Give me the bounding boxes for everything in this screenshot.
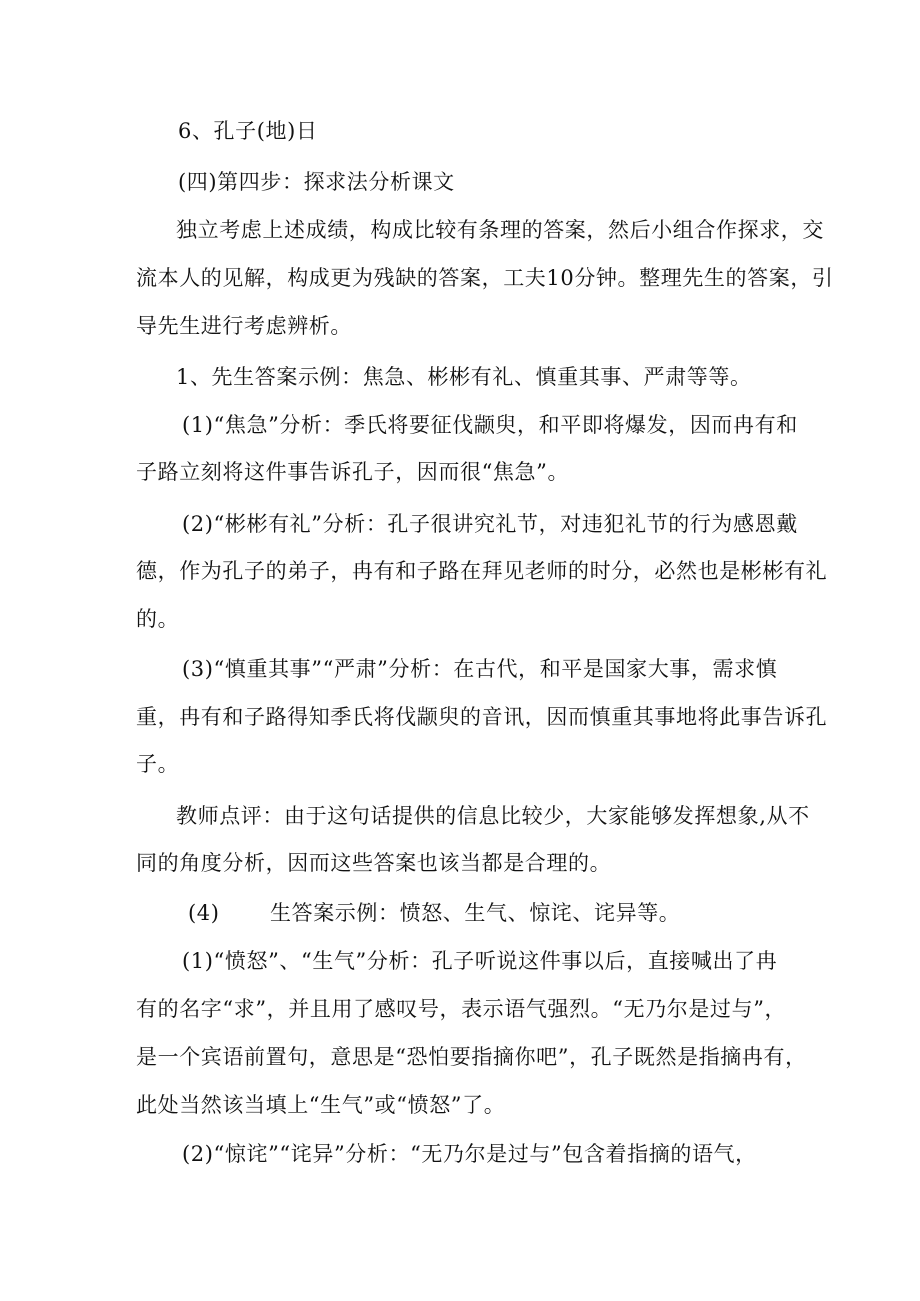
analysis-item: (1)“焦急”分析：季氏将要征伐颛臾，和平即将爆发，因而冉有和 (182, 413, 798, 437)
paragraph-line: 导先生进行考虑辨析。 (136, 314, 352, 338)
answer-number: (4) (188, 901, 220, 925)
paragraph-line: 独立考虑上述成绩，构成比较有条理的答案，然后小组合作探求，交 (176, 218, 824, 242)
answer-example-1: 1、先生答案示例：焦急、彬彬有礼、慎重其事、严肃等等。 (176, 365, 752, 389)
paragraph-line: 子。 (136, 752, 180, 776)
paragraph-line: 子路立刻将这件事告诉孔子，因而很“焦急”。 (136, 460, 570, 484)
teacher-comment: 教师点评：由于这句话提供的信息比较少，大家能够发挥想象,从不 (176, 804, 810, 828)
paragraph-line: 流本人的见解，构成更为残缺的答案，工夫10分钟。整理先生的答案，引 (136, 266, 834, 290)
paragraph-line: 是一个宾语前置句，意思是“恐怕要指摘你吧”，孔子既然是指摘冉有， (136, 1045, 807, 1069)
paragraph-line: 重，冉有和子路得知季氏将伐颛臾的音讯，因而慎重其事地将此事告诉孔 (136, 705, 828, 729)
analysis-item: (2)“惊诧”“诧异”分析：“无乃尔是过与”包含着指摘的语气， (182, 1142, 757, 1166)
section-heading-step-four: (四)第四步：探求法分析课文 (178, 170, 455, 194)
paragraph-line: 有的名字“求”，并且用了感叹号，表示语气强烈。“无乃尔是过与”， (136, 997, 787, 1021)
heading-confucius-said: 6、孔子(地)日 (178, 119, 318, 143)
paragraph-line: 德，作为孔子的弟子，冉有和子路在拜见老师的时分，必然也是彬彬有礼 (136, 559, 828, 583)
analysis-item: (2)“彬彬有礼”分析：孔子很讲究礼节，对违犯礼节的行为感恩戴 (182, 512, 798, 536)
paragraph-line: 同的角度分析，因而这些答案也该当都是合理的。 (136, 851, 612, 875)
answer-example-4: 生答案示例：愤怒、生气、惊诧、诧异等。 (270, 901, 681, 925)
analysis-item: (3)“慎重其事”“严肃”分析：在古代，和平是国家大事，需求慎 (182, 657, 778, 681)
analysis-item: (1)“愤怒”、“生气”分析：孔子听说这件事以后，直接喊出了冉 (182, 949, 778, 973)
paragraph-line: 此处当然该当填上“生气”或“愤怒”了。 (136, 1093, 506, 1117)
paragraph-line: 的。 (136, 607, 180, 631)
